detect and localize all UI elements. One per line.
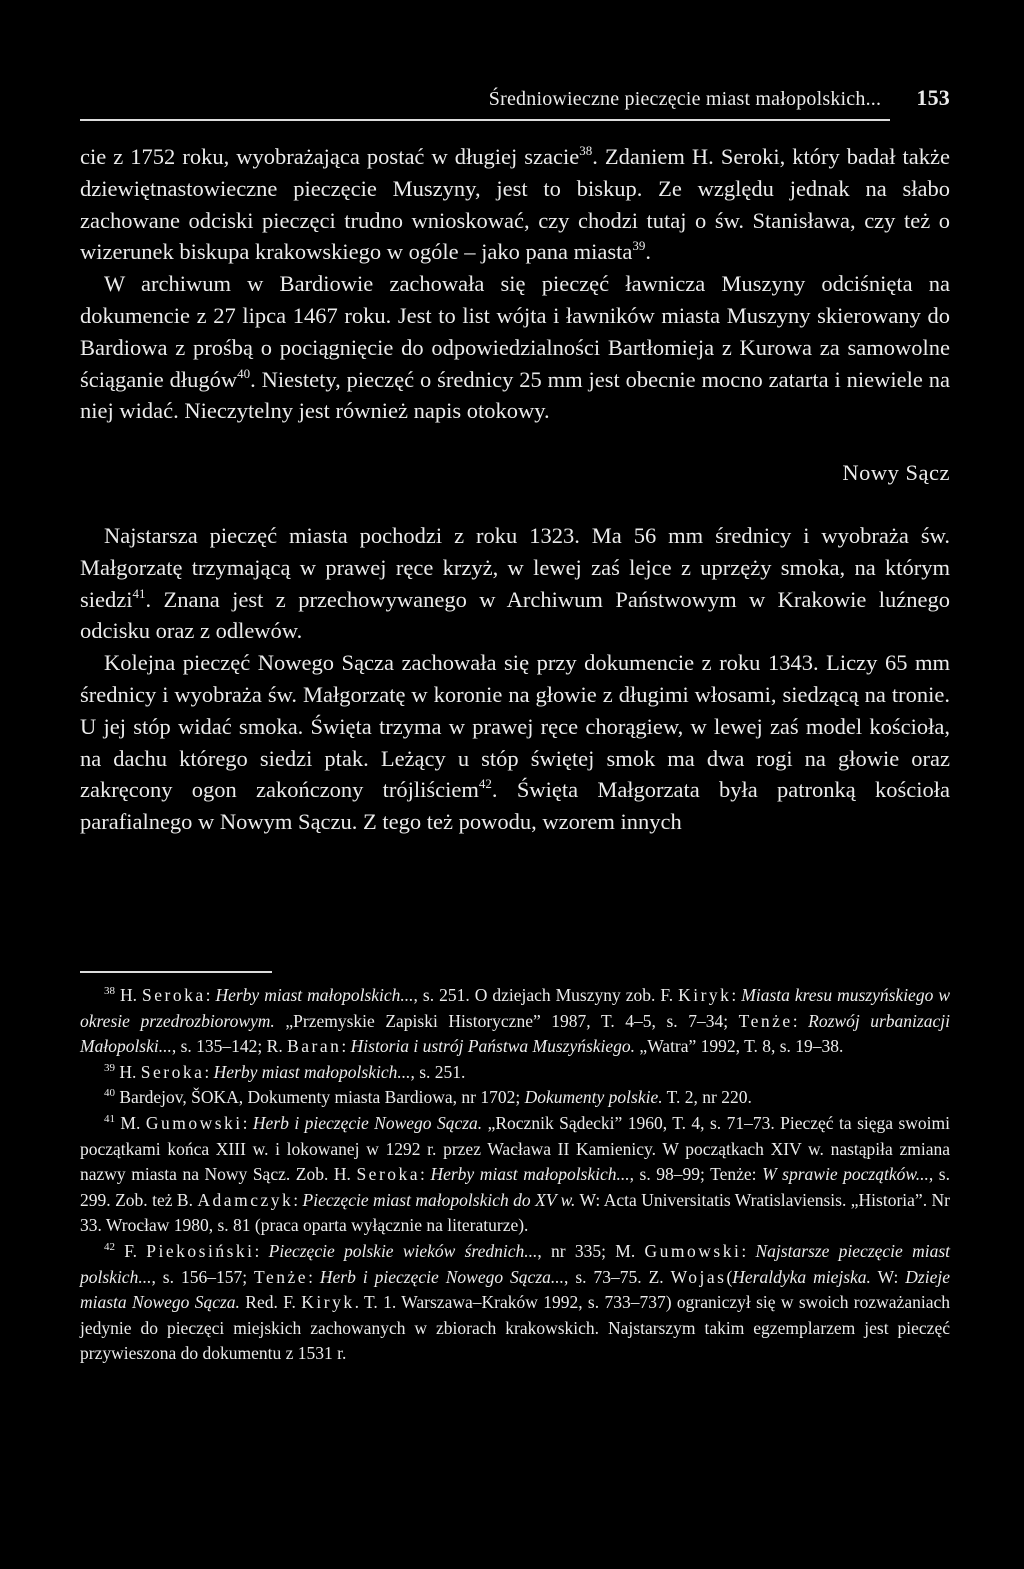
paragraph: W archiwum w Bardiowie zachowała się pieczęć ławnicza Muszyny odciśnięta na dokumencie z 27 lipca 1467 roku. Jest to list wójta i ławników miasta Muszyny skierowany do Bardiowa z prośbą o pociągnięcie do odpowiedzialności Bartłomieja z Kurowa za samowolne ściąganie długów$^{40}$. Niestety, pieczęć o średnicy 25 mm jest obecnie mocno zatarta i niewiele na niej widać. Nieczytelny jest również napis otokowy.: [80, 271, 950, 424]
footnote-ref[interactable]: 39: [632, 238, 646, 254]
footnote-41: $^{41}$ M. Gumowski: Herb i pieczęcie Nowego Sącza. „Rocznik Sądecki” 1960, T. 4, s. 71–73. Pieczęć ta sięga swoimi początkami końca XIII w. i lokowanej w 1292 r. przez Wacława II Kamienicy. W początkach XIV w. nastąpiła zmiana nazwy miasta na Nowy Sącz. Zob. H. Seroka: Herby miast małopolskich..., s. 98–99; Tenże: W sprawie początków..., s. 299. Zob. też B. Adamczyk: Pieczęcie miast małopolskich do XV w. W: Acta Universitatis Wratislaviensis. „Historia”. Nr 33. Wrocław 1980, s. 81 (praca oparta wyłącznie na literaturze).: [80, 1112, 950, 1236]
running-title: Średniowieczne pieczęcie miast małopolskich...: [488, 88, 882, 110]
footnote-38: $^{38}$ H. Seroka: Herby miast małopolskich..., s. 251. O dziejach Muszyny zob. F. Kiryk: Miasta kresu muszyńskiego w okresie przedrozbiorowym. „Przemyskie Zapiski Historyczne” 1987, T. 4–5, s. 7–34; Tenże: Rozwój urbanizacji Małopolski..., s. 135–142; R. Baran: Historia i ustrój Państwa Muszyńskiego. „Watra” 1992, T. 8, s. 19–38.: [80, 985, 950, 1057]
footnote-42: $^{42}$ F. Piekosiński: Pieczęcie polskie wieków średnich..., nr 335; M. Gumowski: Najstarsze pieczęcie miast polskich..., s. 156–157; Tenże: Herb i pieczęcie Nowego Sącza..., s. 73–75. Z. Wojas(Heraldyka miejska. W: Dzieje miasta Nowego Sącza. Red. F. Kiryk. T. 1. Warszawa–Kraków 1992, s. 733–737) ograniczył się w swoich rozważaniach jedynie do pieczęci miejskich zachowanych w zbiorach krakowskich. Najstarszym takim egzemplarzem jest pieczęć przywieszona do dokumentu z 1531 r.: [80, 1240, 950, 1364]
running-header: [80, 86, 950, 111]
footnote-40: $^{40}$ Bardejov, ŠOKA, Dokumenty miasta Bardiowa, nr 1702; Dokumenty polskie. T. 2, nr 220.: [104, 1087, 752, 1108]
footnote-rule: [80, 971, 272, 973]
footnote-ref[interactable]: 42: [478, 776, 492, 792]
footnote-ref[interactable]: 41: [132, 585, 146, 601]
paragraph: Najstarsza pieczęć miasta pochodzi z roku 1323. Ma 56 mm średnicy i wyobraża św. Małgorzatę trzymającą w prawej ręce krzyż, w lewej zaś lejce z uprzęży smoka, na którym siedzi$^{41}$. Znana jest z przechowywanego w Archiwum Państwowym w Krakowie luźnego odcisku oraz z odlewów.: [80, 522, 950, 644]
footnote-ref[interactable]: 40: [237, 365, 251, 381]
footnotes: [80, 983, 950, 1367]
footnote-ref[interactable]: 38: [579, 143, 593, 158]
footnote-39: $^{39}$ H. Seroka: Herby miast małopolskich..., s. 251.: [104, 1061, 466, 1082]
main-text: [80, 141, 950, 838]
header-rule: [80, 119, 890, 121]
section-heading: Nowy Sącz: [842, 460, 950, 486]
page-number: 153: [916, 85, 950, 110]
paragraph: cie z 1752 roku, wyobrażająca postać w długiej szacie$^{38}$. Zdaniem H. Seroki, który badał także dziewiętnastowieczne pieczęcie Muszyny, jest to biskup. Ze względu jednak na słabo zachowane odciski pieczęci trudno wnioskować, czy chodzi tutaj o św. Stanisława, czy też o wizerunek biskupa krakowskiego w ogóle – jako pana miasta$^{39}$.: [80, 143, 950, 265]
paragraph: Kolejna pieczęć Nowego Sącza zachowała się przy dokumencie z roku 1343. Liczy 65 mm średnicy i wyobraża św. Małgorzatę w koronie na głowie z długimi włosami, siedzącą na tronie. U jej stóp widać smoka. Święta trzyma w prawej ręce chorągiew, w lewej zaś model kościoła, na dachu którego siedzi ptak. Leżący u stóp świętej smok ma dwa rogi na głowie oraz zakręcony ogon zakończony trójliściem$^{42}$. Święta Małgorzata była patronką kościoła parafialnego w Nowym Sączu. Z tego też powodu, wzorem innych: [80, 650, 950, 835]
